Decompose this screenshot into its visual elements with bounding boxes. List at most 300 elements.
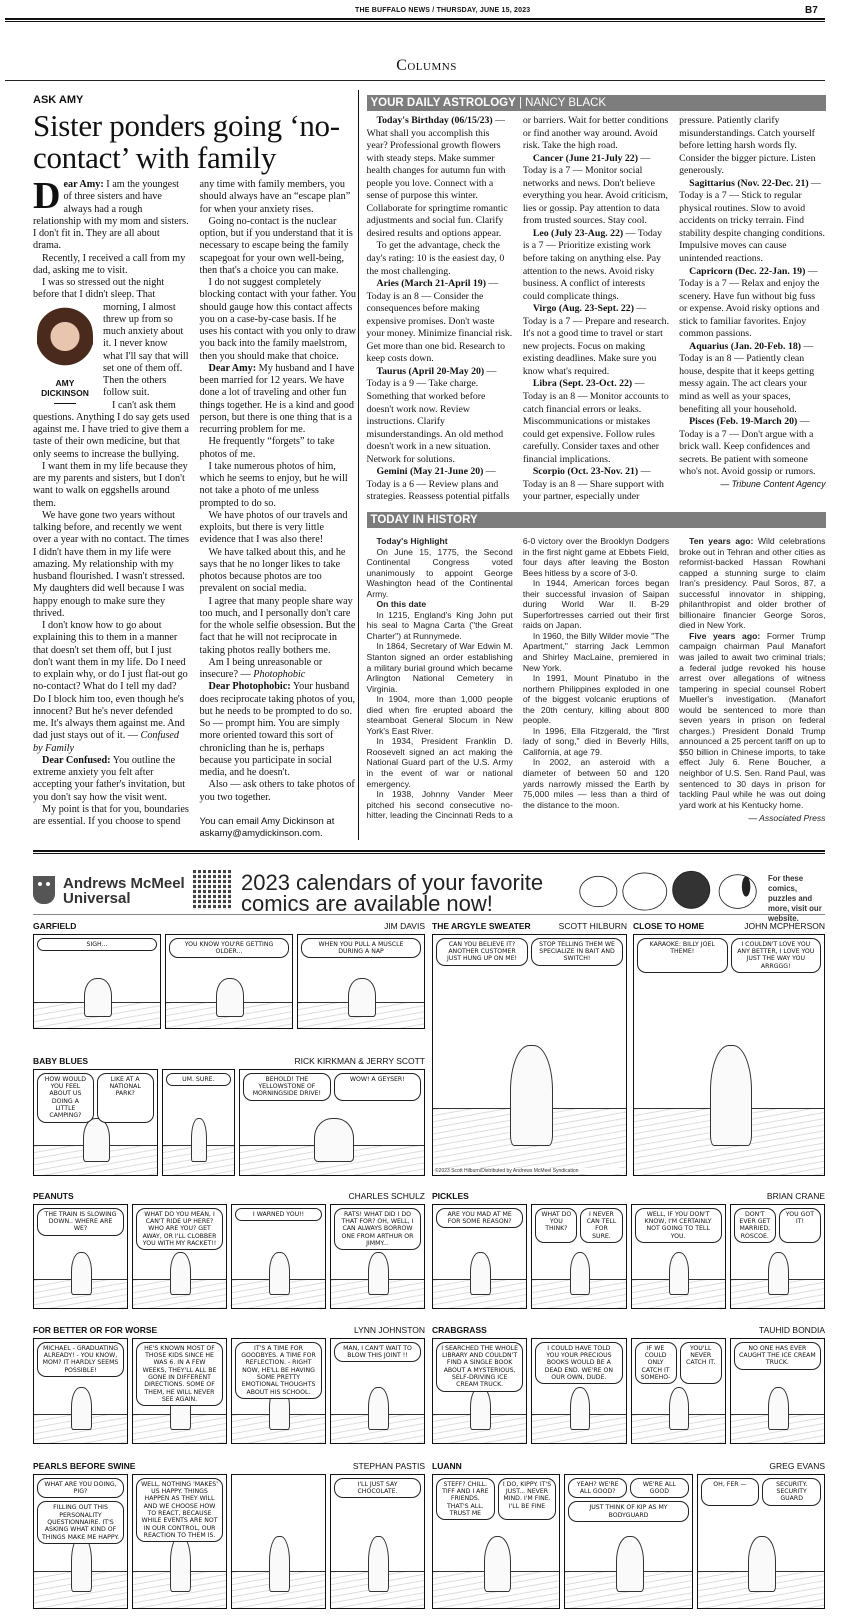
comic-author: TAUHID BONDIA (759, 1324, 825, 1335)
article-paragraph (33, 400, 190, 461)
masthead-rule (5, 18, 825, 22)
article-paragraph (33, 277, 190, 400)
comic-header-pearls-before-swine (33, 1461, 425, 1472)
comic-author: JOHN MCPHERSON (744, 920, 825, 931)
character-figure (470, 1252, 491, 1295)
speech-bubble: SECURITY. SECURITY GUARD (762, 1478, 821, 1506)
astrology-lead: Scorpio (Oct. 23-Nov. 21) (532, 466, 639, 478)
history-lead: Today's Highlight (376, 535, 448, 546)
astrology-text: — Today is a 7 — Don't argue with a brick wall. Keep confidences and secrets. Be patient with someone who's not. Avoid gossip or rumors. (679, 416, 816, 478)
comic-copyright: ©2023 Scott Hilburn/Distributed by Andrews McMeel Syndication (435, 1168, 624, 1174)
comic-panel (33, 1204, 128, 1309)
comic-panel (330, 1338, 425, 1444)
character-figure (314, 1118, 354, 1162)
astrology-paragraph (679, 178, 825, 266)
speech-bubble: KARAOKE: BILLY JOEL THEME! (637, 938, 728, 973)
speech-bubble: HE'S KNOWN MOST OF THOSE KIDS SINCE HE WAS 6. IN A FEW WEEKS, THEY'LL ALL BE GONE IN DIFFERENT DIRECTIONS. SOME OF THEM, HE WILL NEVER SEE AGAIN. (136, 1342, 223, 1406)
paragraph-lead: Dear Amy: (208, 362, 257, 374)
paragraph-text-continued: I almost threw up from so much anxiety about it. I never know what I'll say that will set one of them off. Then the others follow suit. (103, 301, 189, 399)
astrology-text: — Today is a 7 — Prepare and research. It's not a good time to travel or start new projects. Focus on making existing deadlines. Make sure you know what's required. (522, 303, 670, 377)
character-figure (368, 1536, 388, 1592)
article-paragraph (200, 363, 357, 437)
astrology-lead: Virgo (Aug. 23-Sept. 22) (532, 303, 634, 315)
history-paragraph (367, 610, 513, 642)
comic-author: RICK KIRKMAN & JERRY SCOTT (294, 1055, 425, 1066)
astrology-lead: Cancer (June 21-July 22) (532, 152, 638, 164)
section-rule (5, 80, 825, 81)
comic-title: CRABGRASS (432, 1324, 487, 1335)
speech-bubble: LIKE AT A NATIONAL PARK? (97, 1073, 154, 1123)
history-text: Wild celebrations broke out in Tehran and other cities as reformist-backed Hassan Rowhani capped a stunning surge to claim Iran's presidency. Paul Soros, 87, a successful innovator in shipping, philanthropist and older brother of billionaire financier George Soros, died in New York. (679, 535, 826, 631)
character-figure (510, 1045, 552, 1146)
history-paragraph (367, 599, 513, 610)
paragraph-text: I don't know how to go about explaining this to them in a manner that doesn't set them off, but I just don't want them in my life. Do I need to explain why, or do I just flat-out go no-contact? What do I tell my dad? Do I block him too, even though he's innocent? But he's never defended me. It's always them against me. And dad just stays out of it. — (33, 620, 188, 742)
speech-bubble: WOW! A GEYSER! (334, 1073, 421, 1101)
comic-panel (531, 1338, 626, 1444)
right-column (358, 90, 825, 840)
speech-bubble: JUST THINK OF KIP AS MY BODYGUARD (568, 1501, 688, 1522)
paragraph-text: I take numerous photos of him, which he seems to enjoy, but he will not take a photo of me unless prompted to do so. (199, 460, 348, 509)
character-figure (170, 1252, 190, 1295)
character-figure (269, 1536, 289, 1592)
speech-bubble: YOU GOT IT! (779, 1208, 821, 1243)
astrology-text: — Today is a 7 — Relax and enjoy the scenery. Have fun without big fuss or expense. Avoid risky options and stick to familiar favorites. Enjoy common passions. (679, 265, 820, 340)
speech-bubble: WHAT DO YOU MEAN, I CAN'T RIDE UP HERE? WHO ARE YOU? GET AWAY, OR I'LL CLOBBER YOU WITH MY RACKET!! (136, 1208, 223, 1250)
comic-panel (633, 934, 825, 1176)
astrology-paragraph (523, 153, 669, 228)
speech-bubble: WHAT DO YOU THINK? (535, 1208, 577, 1243)
history-paragraph (367, 736, 513, 789)
history-text: In 2002, an asteroid with a diameter of between 50 and 120 yards narrowly missed the Earth by 75,000 miles — less than a third of the distance to the moon. (522, 757, 670, 810)
history-paragraph (523, 578, 669, 631)
speech-bubble: FILLING OUT THIS PERSONALITY QUESTIONNAIRE. IT'S ASKING WHAT KIND OF THINGS MAKE ME HAPPY. (37, 1501, 124, 1543)
history-lead: Ten years ago: (689, 535, 754, 546)
speech-bubbles (634, 935, 824, 976)
article-paragraph (33, 461, 190, 510)
character-figure (71, 1387, 91, 1431)
speech-bubble: OH, FER — (701, 1478, 760, 1506)
speech-bubble: YOU'LL NEVER CATCH IT. (680, 1342, 722, 1384)
comic-strip-garfield (33, 934, 425, 1029)
comic-panel (162, 1069, 236, 1176)
speech-bubble: I SEARCHED THE WHOLE LIBRARY AND COULDN'T FIND A SINGLE BOOK ABOUT A MYSTERIOUS, SELF-DRIVING ICE CREAM TRUCK. (436, 1342, 523, 1392)
comic-strip-pickles (432, 1204, 825, 1309)
comic-header-close-to-home (633, 921, 825, 932)
speech-bubbles (433, 1475, 559, 1523)
article-paragraph (200, 596, 357, 657)
astrology-text: — Today is a 9 — Take charge. Something that worked before doesn't work now. Review instructions. Clarify misunderstandings. An old method doesn't work in a new situation. Network for solutions. (366, 365, 504, 465)
history-lead: Five years ago: (689, 630, 761, 641)
speech-bubbles (232, 1205, 325, 1224)
astrology-lead: Sagittarius (Nov. 22-Dec. 21) (689, 177, 809, 189)
speech-bubble: I NEVER CAN TELL FOR SURE. (580, 1208, 622, 1243)
comic-title: LUANN (432, 1460, 462, 1471)
astrology-paragraph (367, 278, 513, 366)
astrology-text: — Today is a 7 — Prioritize existing work before taking on anything else. Pay attention to the news. Avoid risky business. A conflict of interests could complicate things. (522, 227, 663, 302)
history-paragraph (523, 631, 669, 673)
ad-logo-text (63, 876, 188, 906)
comic-panel (33, 1069, 158, 1176)
astrology-text: — What shall you accomplish this year? Professional growth flowers with steady steps. Make summer health changes for autumn fun with people you love. Connect with a sense of purpose this winter. Collaborate for springtime romantic adjustments and social fun. Clarify desired results and options appear. (366, 115, 508, 239)
comic-title: GARFIELD (33, 920, 77, 931)
paragraph-text: Your husband does reciprocate taking photos of you, but he needs to be prompted to do so. So — prompt him. You are simply more oriented toward this sort of chronicling than he is, perhaps because you participate in social media, and he doesn't. (199, 681, 356, 778)
logo-line-1: Andrews McMeel (63, 874, 185, 892)
comic-header-crabgrass (432, 1325, 825, 1336)
comic-panel (631, 1338, 726, 1444)
history-paragraph (523, 726, 669, 758)
speech-bubbles (632, 1205, 725, 1246)
character-figure (768, 1387, 789, 1431)
paragraph-lead: Dear Amy: (33, 175, 104, 217)
article-paragraph (33, 510, 190, 620)
comic-header-for-better-or-for-worse (33, 1325, 425, 1336)
speech-bubbles (240, 1070, 424, 1104)
speech-bubble: BEHOLD! THE YELLOWSTONE OF MORNINGSIDE DRIVE! (243, 1073, 330, 1101)
article-paragraph (200, 436, 357, 461)
speech-bubble: I WARNED YOU!! (235, 1208, 322, 1221)
article-paragraph (33, 755, 190, 804)
speech-bubbles (565, 1475, 691, 1525)
article-paragraph (200, 510, 357, 547)
character-figure (84, 978, 112, 1017)
comic-title: PEANUTS (33, 1190, 74, 1201)
paragraph-lead: Dear Photophobic: (208, 681, 291, 693)
character-figure (348, 978, 376, 1017)
ask-amy-column (33, 90, 358, 840)
letter-signature: Confused by Family (33, 730, 180, 754)
speech-bubbles (166, 935, 292, 962)
astrology-text: — Today is an 8 — Consider the consequences before making expensive promises. Don't waste your money. Minimize financial risk. Get more than one bid. Research to keep costs down. (366, 278, 513, 365)
speech-bubble: THE TRAIN IS SLOWING DOWN.. WHERE ARE WE? (37, 1208, 124, 1236)
astrology-text: — Today is a 7 — Monitor social networks and news. Don't believe everything you hear. Avoid criticism, lies or gossip. Pay attention to data from trusted sources. Stay cool. (522, 152, 668, 227)
astrology-body (367, 115, 826, 504)
speech-bubbles (133, 1475, 226, 1545)
comic-author: LYNN JOHNSTON (353, 1324, 425, 1335)
comic-header-baby-blues (33, 1056, 425, 1067)
history-paragraph (679, 536, 825, 631)
comic-panel (297, 934, 425, 1029)
history-text: In 1996, Ella Fitzgerald, the "first lady of song," died in Beverly Hills, California, at age 79. (522, 725, 670, 757)
paragraph-lead: Dear Confused: (42, 754, 111, 766)
article-paragraph (200, 681, 357, 779)
speech-bubble: RATS! WHAT DID I DO THAT FOR? OH, WELL, I CAN ALWAYS BORROW ONE FROM ARTHUR OR JIMMY... (334, 1208, 421, 1250)
comic-title: THE ARGYLE SWEATER (432, 920, 531, 931)
paragraph-text: Also — ask others to take photos of you two together. (199, 779, 355, 803)
article-paragraph (33, 620, 190, 755)
author-name-first: AMY (55, 377, 75, 388)
comic-title: BABY BLUES (33, 1055, 89, 1066)
history-paragraph (367, 694, 513, 736)
comic-title: PEARLS BEFORE SWINE (33, 1460, 136, 1471)
astrology-paragraph (679, 416, 825, 479)
page-content (33, 90, 825, 1619)
astrology-paragraph (367, 366, 513, 466)
article-paragraph (33, 253, 190, 278)
paragraph-text: My husband and I have been married for 12 years. We have done a lot of traveling and other fun things together. He is a kind and good person, but there is one thing that is a recurring problem for me. (199, 362, 355, 435)
astrology-paragraph (367, 115, 513, 240)
paragraph-text: You outline the extreme anxiety you felt after accepting your father's invitation, but you don't say how the visit went. (33, 754, 186, 803)
article-body (33, 175, 356, 840)
comic-panel (132, 1204, 227, 1309)
astrology-lead: Pisces (Feb. 19-March 20) (689, 416, 798, 428)
history-lead: On this date (376, 599, 427, 610)
speech-bubble: IT'S A TIME FOR GOODBYES. A TIME FOR REFLECTION. - RIGHT NOW, HE'LL BE HAVING SOME PRETTY EMOTIONAL THOUGHTS ABOUT HIS SCHOOL. (235, 1342, 322, 1399)
comic-author: SCOTT HILBURN (558, 920, 627, 931)
comic-author: STEPHAN PASTIS (352, 1460, 425, 1471)
article-paragraph (200, 277, 357, 363)
character-figure (748, 1536, 776, 1592)
astrology-credit: — Tribune Content Agency (720, 478, 826, 489)
speech-bubbles (632, 1339, 725, 1387)
history-paragraph (523, 757, 669, 810)
ad-headline: 2023 calendars of your favorite comics are available now! (241, 869, 544, 916)
astrology-lead: Taurus (April 20-May 20) (376, 365, 485, 377)
comic-title: FOR BETTER OR FOR WORSE (33, 1324, 158, 1335)
astrology-lead: Gemini (May 21-June 20) (376, 466, 484, 478)
history-text: In 1864, Secretary of War Edwin M. Stanton signed an order establishing a military burial ground which became Arlington National Cemetery in Virginia. (366, 641, 513, 694)
speech-bubbles (133, 1339, 226, 1409)
character-figure (484, 1536, 512, 1592)
speech-bubble: MICHAEL - GRADUATING ALREADY! - YOU KNOW, MOM? IT HARDLY SEEMS POSSIBLE! (37, 1342, 124, 1377)
comic-author: BRIAN CRANE (766, 1190, 825, 1201)
character-figure (368, 1252, 388, 1295)
history-text: In 1934, President Franklin D. Roosevelt signed an act making the National Guard part of the U.S. Army in the event of war or national emergency. (366, 736, 513, 789)
speech-bubble: STEFF? CHILL. TIFF AND I ARE FRIENDS. THAT'S ALL. TRUST ME (436, 1478, 495, 1520)
character-figure (570, 1252, 591, 1295)
character-figure (669, 1387, 690, 1431)
character-figure (71, 1252, 91, 1295)
column-kicker: ASK AMY (33, 94, 84, 106)
speech-bubble: I DO, KIPPY. IT'S JUST... NEVER MIND. I'M FINE. I'LL BE FINE (498, 1478, 557, 1520)
speech-bubble: NO ONE HAS EVER CAUGHT THE ICE CREAM TRUCK. (734, 1342, 821, 1370)
article-paragraph (200, 547, 357, 596)
comic-panel (432, 1474, 560, 1609)
paragraph-text: Am I being unreasonable or insecure? — (199, 656, 323, 680)
astrology-lead: Aquarius (Jan. 20-Feb. 18) (689, 340, 802, 352)
history-header (367, 512, 826, 528)
speech-bubbles (232, 1475, 325, 1481)
paragraph-text: We have photos of our travels and exploits, but there is very little evidence that I was also there! (199, 509, 348, 546)
astrology-paragraph (523, 378, 669, 466)
comic-strip-pearls-before-swine (33, 1474, 425, 1609)
astrology-text: — Today is a 6 — Review plans and strategies. Reassess potential pitfalls or barriers. Wait for better conditions or find another way around. Avoid risk. Take the high road. (366, 115, 669, 503)
paragraph-text: I was so stressed out the night before that I didn't sleep. That morning, (33, 277, 165, 313)
article-paragraph (200, 779, 357, 804)
comic-strip-close-to-home (633, 934, 825, 1176)
speech-bubble: WELL, NOTHING 'MAKES' US HAPPY. THINGS HAPPEN AS THEY WILL AND WE CHOOSE HOW TO REACT, BECAUSE WHILE EVENTS ARE NOT IN OUR CONTROL, OUR REACTION TO THEM IS. (136, 1478, 223, 1542)
paragraph-text: We have gone two years without talking before, and recently we went over a year with no contact. The times I didn't have them in my life were amazing. My relationship with my husband flourished. I wasn't stressed. My daughters did well because I was happy enough to make sure they thrived. (33, 509, 189, 619)
speech-bubble: YOU KNOW YOU'RE GETTING OLDER... (169, 938, 289, 959)
character-figure (669, 1252, 690, 1295)
character-figure (269, 1252, 289, 1295)
speech-bubbles (532, 1205, 625, 1246)
speech-bubble: WELL, IF YOU DON'T KNOW, I'M CERTAINLY NOT GOING TO TELL YOU. (635, 1208, 722, 1243)
paragraph-text: He frequently “forgets” to take photos of me. (199, 436, 335, 460)
speech-bubble: HOW WOULD YOU FEEL ABOUT US DOING A LITTLE CAMPING? (37, 1073, 94, 1123)
comic-characters-illustration (573, 864, 763, 914)
paragraph-text: I agree that many people share way too much, and I personally don't care for the whole selfie obsession. But the fact that he will not reciprocate in taking photos really bothers me. (199, 595, 356, 656)
speech-bubbles (698, 1475, 824, 1509)
history-paragraph (523, 673, 669, 726)
paragraph-text: We have talked about this, and he says that he no longer likes to take photos because photos are too prevalent on social media. (199, 546, 346, 595)
comic-panel (231, 1204, 326, 1309)
astrology-header (367, 95, 826, 111)
speech-bubbles (133, 1205, 226, 1253)
logo-line-2: Universal (63, 889, 131, 907)
comic-header-argyle-sweater (432, 921, 627, 932)
astrology-lead: Capricorn (Dec. 22-Jan. 19) (689, 265, 806, 277)
speech-bubble: I'LL JUST SAY CHOCOLATE. (334, 1478, 421, 1499)
speech-bubble: MAN, I CAN'T WAIT TO BLOW THIS JOINT !! (334, 1342, 421, 1363)
speech-bubbles (163, 1070, 235, 1089)
speech-bubbles (34, 935, 160, 954)
comic-panel (730, 1204, 825, 1309)
speech-bubble: I COULD HAVE TOLD YOU YOUR PRECIOUS BOOKS WOULD BE A DEAD END. WE'RE ON OUR OWN, DUDE. (535, 1342, 622, 1384)
author-rule (54, 403, 76, 404)
comic-panel (730, 1338, 825, 1444)
section-double-rule (33, 850, 825, 854)
speech-bubbles (731, 1339, 824, 1373)
comic-panel (33, 1474, 128, 1609)
speech-bubbles (532, 1339, 625, 1387)
speech-bubbles (331, 1475, 424, 1502)
history-text: In 1938, Johnny Vander Meer pitched his second consecutive no-hitter, leading the Cincinnati Reds to a 6-0 victory over the Brooklyn Dodgers in the first night game at Ebbets Field, four days after leaving the Boston Bees hitless by a score of 3-0. (366, 535, 670, 821)
columns-row (33, 90, 825, 840)
comic-panel (231, 1338, 326, 1444)
article-paragraph (200, 657, 357, 682)
comic-panel (330, 1474, 425, 1609)
speech-bubble: CAN YOU BELIEVE IT? ANOTHER CUSTOMER JUST HUNG UP ON ME! (436, 938, 528, 966)
history-paragraph (367, 547, 513, 600)
speech-bubbles (34, 1475, 127, 1547)
comic-header-peanuts (33, 1191, 425, 1202)
paragraph-text: Recently, I received a call from my dad, asking me to visit. (33, 252, 186, 276)
history-body (367, 536, 826, 824)
article-headline: Sister ponders going ‘no-contact’ with family (33, 108, 340, 175)
author-email-line[interactable]: You can email Amy Dickinson at askamy@amydickinson.com. (199, 815, 335, 839)
section-title: Columns (396, 57, 457, 74)
letter-signature: Photophobic (253, 669, 306, 680)
comic-author: CHARLES SCHULZ (348, 1190, 425, 1201)
astrology-lead: Libra (Sept. 23-Oct. 22) (532, 378, 633, 390)
article-paragraph (200, 461, 357, 510)
astrology-text: To get the advantage, check the day's rating: 10 is the easiest day, 0 the most challenging. (366, 240, 505, 277)
speech-bubbles (34, 1339, 127, 1380)
comic-panel (432, 934, 627, 1176)
masthead-line: THE BUFFALO NEWS / THURSDAY, JUNE 15, 2023 (355, 7, 531, 14)
character-figure (710, 1045, 752, 1146)
comic-panel (697, 1474, 825, 1609)
comic-strip-peanuts (33, 1204, 425, 1309)
speech-bubbles (34, 1205, 127, 1239)
comic-title: CLOSE TO HOME (633, 920, 705, 931)
character-figure (191, 1118, 207, 1162)
speech-bubbles (433, 935, 626, 969)
comic-strip-baby-blues (33, 1069, 425, 1176)
comic-panel (330, 1204, 425, 1309)
comic-panel (165, 934, 293, 1029)
speech-bubbles (433, 1339, 526, 1395)
speech-bubbles (331, 1339, 424, 1366)
speech-bubbles (232, 1339, 325, 1402)
comic-panel (432, 1204, 527, 1309)
comics-section (33, 919, 825, 1619)
comic-author: JIM DAVIS (384, 920, 425, 931)
astrology-paragraph (523, 228, 669, 303)
article-paragraph (33, 175, 190, 253)
comic-panel (631, 1204, 726, 1309)
amu-logo-icon (33, 876, 55, 904)
speech-bubble: YEAH? WE'RE ALL GOOD? (568, 1478, 627, 1499)
history-paragraph (367, 536, 513, 547)
page-number: B7 (805, 5, 818, 16)
comic-header-luann (432, 1461, 825, 1472)
paragraph-text: My point is that for you, boundaries are essential. If you choose to spend any time with family members, you should always have an “escape plan” for when your anxiety rises. (33, 179, 351, 827)
character-figure (768, 1252, 789, 1295)
paragraph-text: Going no-contact is the nuclear option, but if you understand that it is necessary to escape being the family scapegoat for your own well-being, then that's a choice you can make. (199, 215, 353, 276)
speech-bubble: WE'RE ALL GOOD (630, 1478, 689, 1499)
speech-bubbles (731, 1205, 824, 1246)
astrology-text: — Today is an 8 — Patiently clean house, despite that it keeps getting messy again. The act clears your mind as well as your spaces, benefiting all your household. (679, 340, 815, 415)
astrology-title: YOUR DAILY ASTROLOGY (370, 97, 516, 109)
author-photo (33, 305, 97, 404)
calendar-advertisement[interactable] (33, 869, 825, 923)
history-text: Former Trump campaign chairman Paul Manafort was jailed to await two criminal trials; a federal judge revoked his house arrest over allegations of witness tampering in special counsel Robert Mueller's investigation. (Manafort would be sentenced to more than seven years in prison on federal charges.) President Donald Trump announced a 25 percent tariff on up to $50 billion in Chinese imports, to take effect July 6. Rene Boucher, a neighbor of U.S. Sen. Rand Paul, was sentenced to 30 days in prison for tackling Paul while he was out doing yard work at his Kentucky home. (679, 630, 826, 810)
history-text: In 1215, England's King John put his seal to Magna Carta ("the Great Charter") at Runnymede. (366, 609, 513, 641)
speech-bubble: WHEN YOU PULL A MUSCLE DURING A NAP (301, 938, 421, 959)
comic-panel (432, 1338, 527, 1444)
paragraph-text: I can't ask them questions. Anything I do say gets used against me. I have tried to give them a taste of their own medicine, but that only seems to increase the bullying. (33, 399, 190, 460)
astrology-paragraph (679, 266, 825, 341)
comic-title: PICKLES (432, 1190, 469, 1201)
speech-bubble: ARE YOU MAD AT ME FOR SOME REASON? (436, 1208, 523, 1229)
astrology-text: — Today is an 8 — Share support with your partner, especially under pressure. Patiently clarify misunderstandings. Catch yourself before letting harsh words fly. Consider the bigger picture. Listen generously. (522, 115, 816, 503)
comic-panel (531, 1204, 626, 1309)
speech-bubble: I COULDN'T LOVE YOU ANY BETTER, I LOVE YOU JUST THE WAY YOU ARRGGG! (731, 938, 822, 973)
author-name-last: DICKINSON (41, 387, 89, 398)
character-figure (616, 1536, 644, 1592)
history-text: In 1904, more than 1,000 people died when fire erupted aboard the steamboat General Slocum in New York's East River. (366, 694, 513, 736)
astrology-lead: Today's Birthday (06/15/23) (376, 115, 493, 126)
speech-bubbles (433, 1205, 526, 1232)
speech-bubble: WHAT ARE YOU DOING, PIG? (37, 1478, 124, 1499)
comic-panel (564, 1474, 692, 1609)
comic-author: GREG EVANS (769, 1460, 825, 1471)
comic-panel (132, 1474, 227, 1609)
astrology-text: — Today is a 7 — Stick to regular physical routines. Slow to avoid accidents on tricky terrain. Find stability despite changing conditions. Impulsive moves can cause unintended reactions. (679, 177, 825, 265)
comic-strip-argyle-sweater (432, 934, 627, 1176)
paragraph-text: I want them in my life because they are my parents and sisters, but I don't want to walk on eggshells around them. (33, 460, 188, 509)
paragraph-text: I am the youngest of three sisters and have always had a rough relationship with my mom and sisters. I don't fit in. They are all about drama. (33, 179, 189, 252)
history-text: In 1991, Mount Pinatubo in the northern Philippines exploded in one of the biggest volcanic eruptions of the 20th century, killing about 800 people. (522, 673, 670, 726)
speech-bubble: STOP TELLING THEM WE SPECIALIZE IN BAIT AND SWITCH! (531, 938, 623, 966)
speech-bubbles (298, 935, 424, 962)
comic-header-pickles (432, 1191, 825, 1202)
comic-panel (231, 1474, 326, 1609)
character-figure (570, 1387, 591, 1431)
speech-bubble: IF WE COULD ONLY CATCH IT SOMEHO- (635, 1342, 677, 1384)
speech-bubble: UM. SURE. (166, 1073, 232, 1086)
qr-code-icon[interactable] (193, 870, 233, 910)
comic-panel (132, 1338, 227, 1444)
paragraph-text: I do not suggest completely blocking contact with your father. You should gauge how this contact affects you on a case-by-case basis. If he uses his contact with you only to draw you back into the family maelstrom, then you should make that choice. (199, 277, 356, 362)
speech-bubbles (34, 1070, 157, 1126)
ad-cta: For these comics, puzzles and more, visit our website. (768, 873, 822, 923)
comic-panel (33, 1338, 128, 1444)
astrology-lead: Leo (July 23-Aug. 22) (532, 227, 624, 239)
comic-panel (239, 1069, 425, 1176)
article-paragraph (200, 216, 357, 277)
